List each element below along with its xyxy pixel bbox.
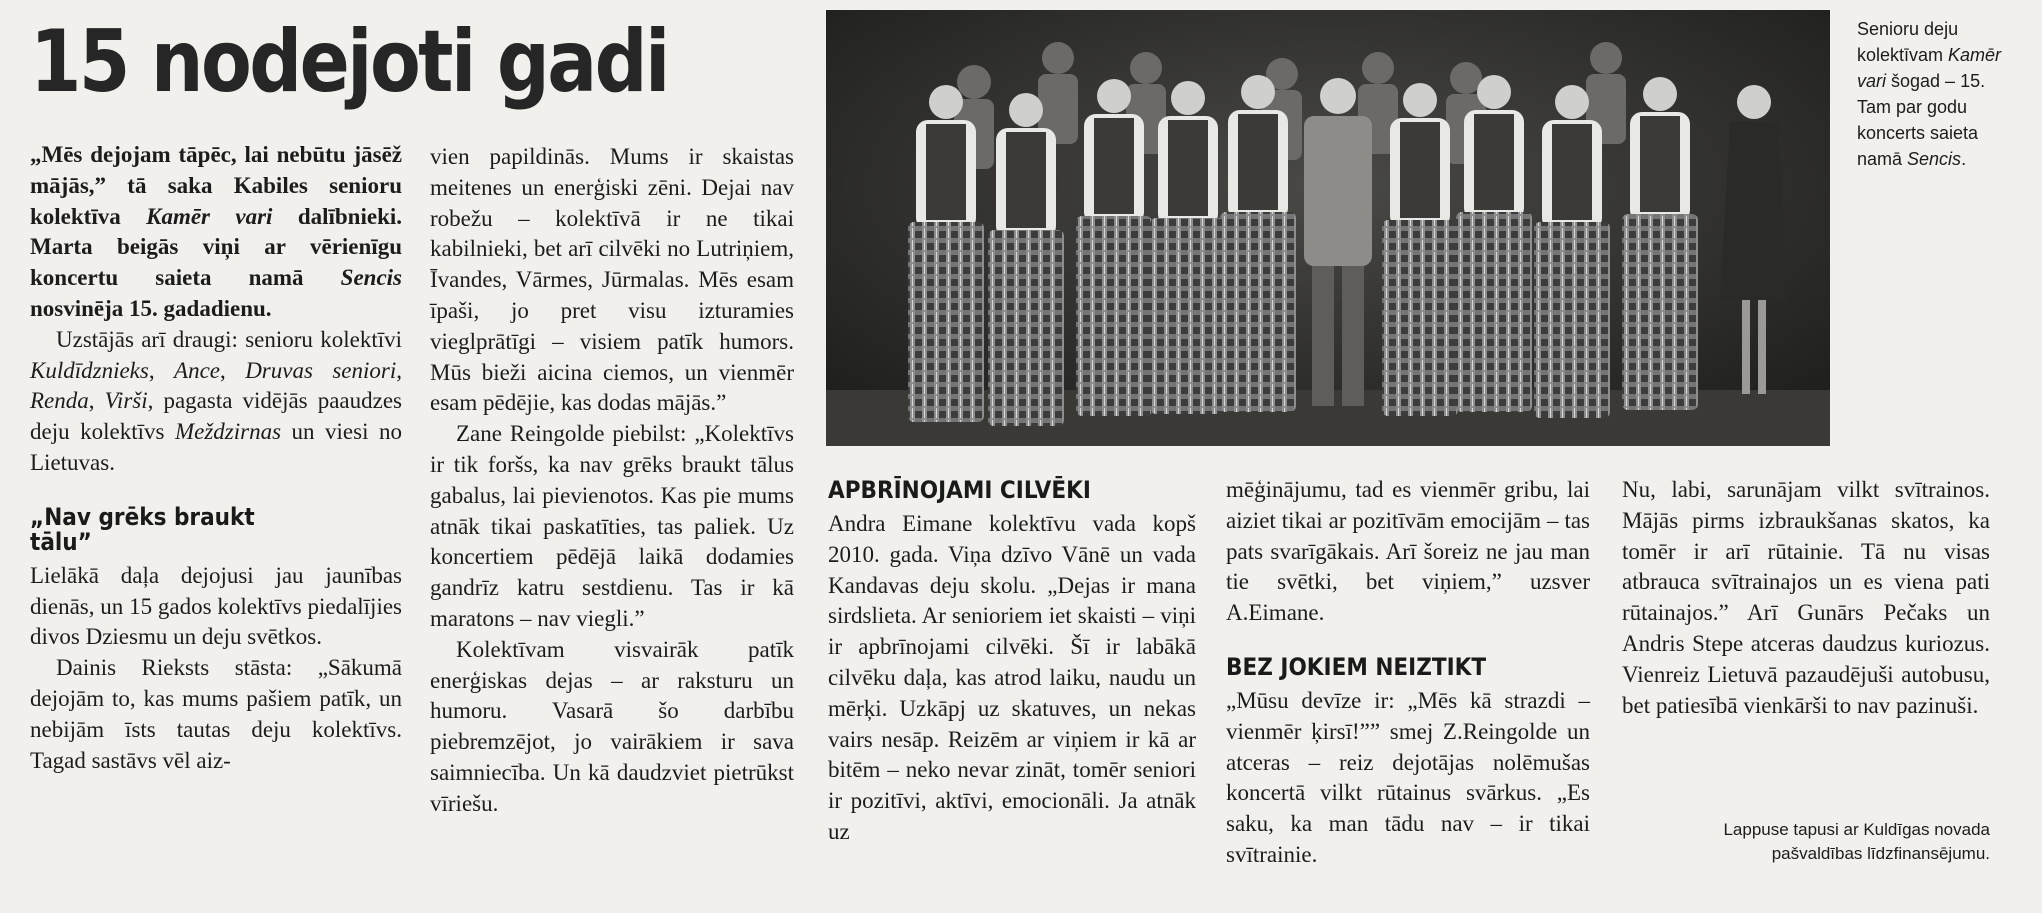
group-photo [826,10,1830,446]
subheading-bez-jokiem: BEZ JOKIEM NEIZTIKT [1226,652,1487,681]
dance-group-photo-illustration [826,10,1830,446]
article-column-2 [430,142,794,820]
credit-line-2: pašvaldības līdzfinansējumu. [1771,844,1990,863]
paragraph-history: Lielākā daļa dejojusi jau jaunības dienās, un 15 gados kolektīvs piedalījies divos Dziesmu un deju svētkos. [30,562,402,650]
headline: 15 nodejoti gadi [30,12,668,112]
paragraph-reingolde: Zane Reingolde piebilst: „Kolektīvs ir tik foršs, ka nav grēks braukt tālus gabalus, lai pievienotos. Kas pie mums atnāk tikai paskatīties, tas paliek. Uz koncertiem pēdējā laikā dodamies gandrīz katru sestdienu. Tas ir kā maratons – nav viegli.” [430,421,794,631]
lead-paragraph: „Mēs dejojam tāpēc, lai nebūtu jāsēž mājās,” tā saka Kabiles senioru kolektīva Kamēr vari dalībnieki. Marta beigās viņi ar vērienīgu koncertu saieta namā Sencis nosvinēja 15. gadadienu. [30,142,402,321]
paragraph-skirts: Nu, labi, sarunājam vilkt svītrainos. Mājās pirms izbraukšanas skatos, ka tomēr ir arī rūtainie. Tā nu visas atbrauca svītrainajos un es viena pati rūtainajos.” Arī Gunārs Pečaks un Andris Stepe atceras daudzus kuriozus. Vienreiz Lietuvā pazaudējuši autobusu, bet patiesībā vienkārši to nav pazinuši. [1622,477,1990,718]
subheading-nav-greks: „Nav grēks braukt tālu” [30,502,255,556]
photo-caption: Senioru deju kolektīvam Kamēr vari šogad – 15. Tam par godu koncerts saieta namā Sencis. [1857,19,2002,169]
paragraph-motto: „Mūsu devīze ir: „Mēs kā strazdi – vienmēr ķirsī!”” smej Z.Reingolde un atceras – reiz dejotājas nolēmušas koncertā vilkt rūtainus svārkus. „Es saku, ka man tādu nav – ir tikai svītrainie. [1226,687,1590,867]
paragraph-rehearsal: mēģinājumu, tad es vienmēr gribu, lai aiziet tikai ar pozitīvām emocijām – tas pats svarīgākais. Arī šoreiz ne jau man tie svētki, bet viņiem,” uzsver A.Eimane. [1226,477,1590,626]
paragraph-members: vien papildinās. Mums ir skaistas meitenes un enerģiski zēni. Dejai nav robežu – kolektīvā ir ne tikai kabilnieki, bet arī cilvēki no Lutriņiem, Īvandes, Vārmes, Jūrmalas. Mēs esam īpaši, jo pret visu izturamies vieglprātīgi – visiem patīk humors. Mūs bieži aicina ciemos, un vienmēr esam pēdējie, kas dodas mājās.” [430,144,794,416]
paragraph-eimane: Andra Eimane kolektīvu vada kopš 2010. gada. Viņa dzīvo Vānē un vada Kandavas deju skolu. „Dejas ir mana sirdslieta. Ar senioriem iet skaisti – viņi ir apbrīnojami cilvēki. Šī ir labākā cilvēku daļa, kas atrod laiku, naudu un mērķi. Uzkāpj uz skatuves, un nekas vairs nesāp. Reizēm ar viņiem ir kā ar bitēm – neko nevar zināt, tomēr seniori ir pozitīvi, aktīvi, emocionāli. Ja atnāk uz [828,511,1196,844]
paragraph-rieksts: Dainis Rieksts stāsta: „Sākumā dejojām to, kas mums pašiem patīk, un nebijām īsts tautas deju kolektīvs. Tagad sastāvs vēl aiz- [30,655,402,773]
article-column-5 [1622,475,1990,721]
funding-credit [1600,818,1990,866]
subheading-apbrinojami: APBRĪNOJAMI CILVĒKI [828,476,1091,504]
article-column-4 [1226,475,1590,871]
article-column-3 [828,478,1196,848]
article-column-1 [30,140,402,776]
paragraph-dances: Kolektīvam visvairāk patīk enerģiskas dejas – ar raksturu un humoru. Vasarā šo darbību piebremzējot, jo vairākiem ir sava saimniecība. Un kā daudzviet pietrūkst vīriešu. [430,636,794,816]
credit-line-1: Lappuse tapusi ar Kuldīgas novada [1723,820,1990,839]
guests-paragraph: Uzstājās arī draugi: senioru kolektīvi Kuldīdznieks, Ance, Druvas seniori, Renda, Virši, pagasta vidējās paaudzes deju kolektīvs Meždzirnas un viesi no Lietuvas. [30,326,402,475]
